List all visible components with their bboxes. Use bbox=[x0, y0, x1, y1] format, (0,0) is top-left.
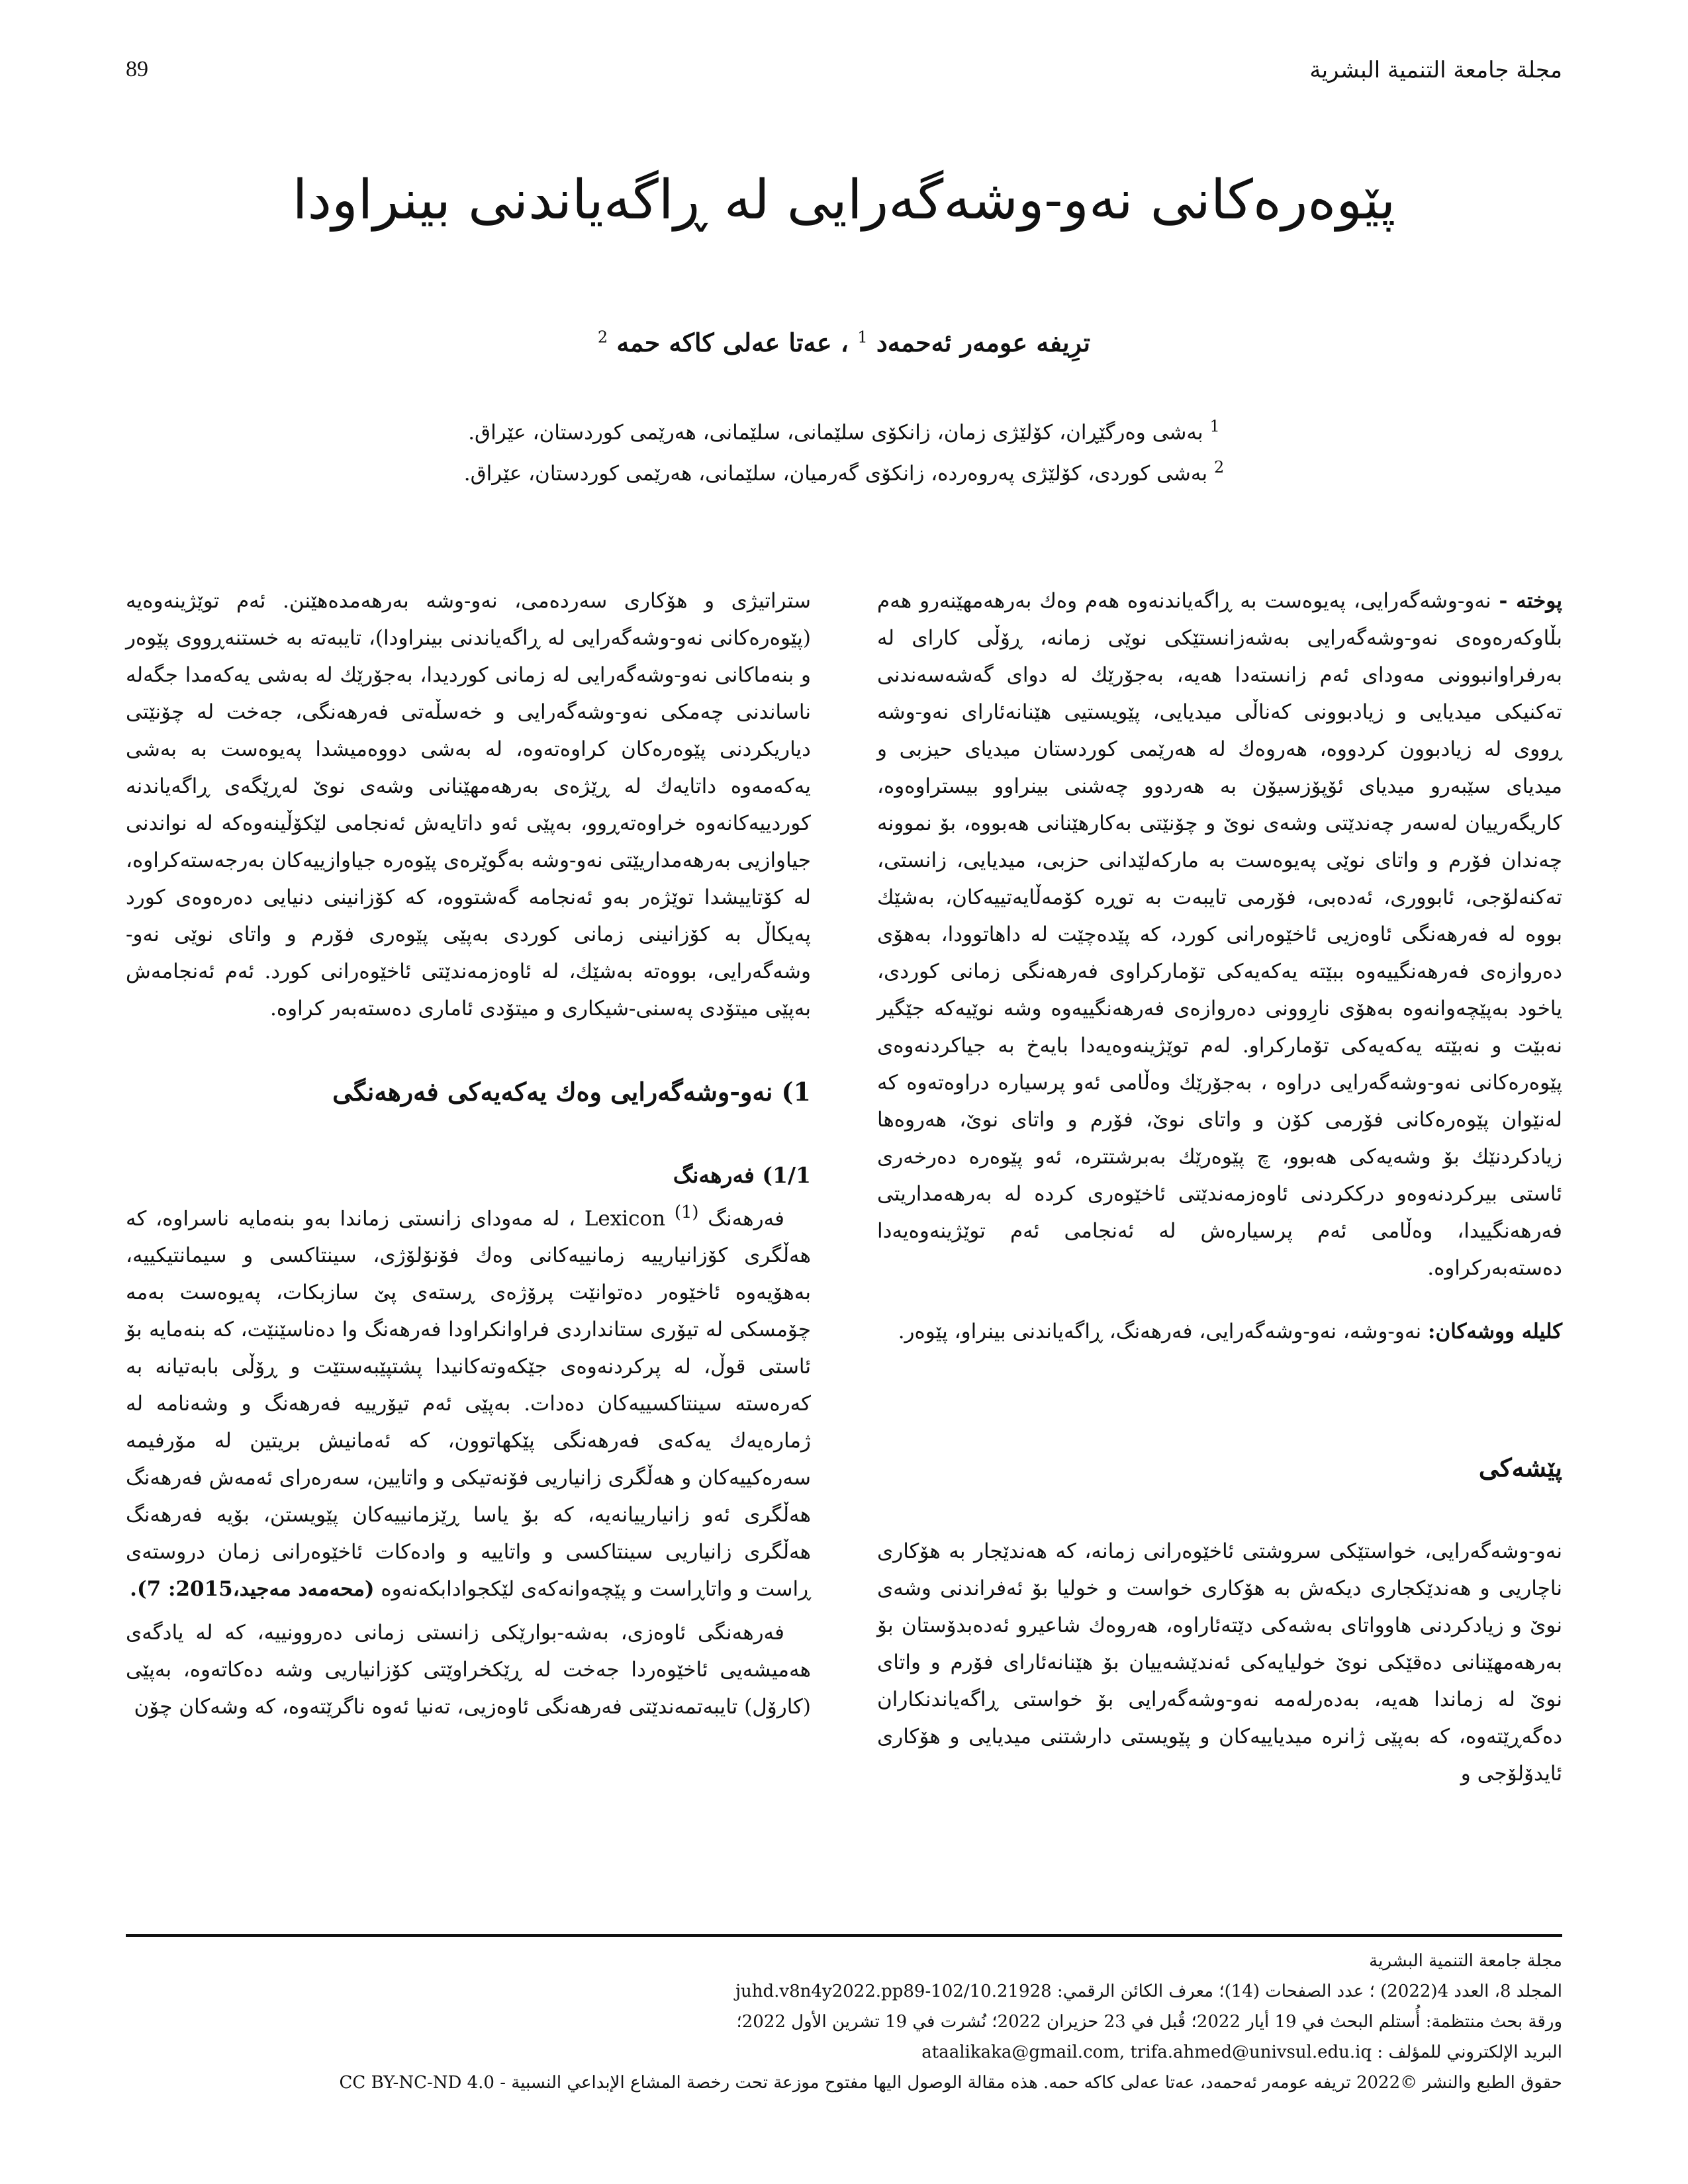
journal-name: مجلة جامعة التنمية البشرية bbox=[1309, 57, 1562, 83]
abstract-label: پوختە - bbox=[1499, 589, 1562, 613]
intro-heading: پێشەکی bbox=[1478, 1453, 1562, 1482]
affiliation-1-sup: 1 bbox=[1209, 417, 1220, 435]
citation: (محەمەد مەجید،2015: 7). bbox=[130, 1577, 375, 1602]
footnote-marker: (1) bbox=[674, 1203, 699, 1222]
lexicon-body: ، لە مەودای زانستی زماندا بەو بنەمایە ناسراوە، کە هەڵگری کۆزانیارییە زمانییەکانی وەك فۆنۆلۆژی، سینتاکسی و سیمانتیکییە، بەهۆیەوە ئاخێوەر دەتوانێت پرۆژەی ڕستەی پێ سازبکات، پەیوەست بەمە چۆمسکی لە تیۆری ستانداردی فراوانکراودا فەرهەنگ وا دەناسێنێت، کە بنەمایە بۆ ئاستی قوڵ، لە پرکردنەوەی جێکەوتەکانیدا پشتپێبەستێت و ڕۆڵی بابەتیانە بە کەرەستە سینتاکسییەکان دەدات. بەپێی ئەم تیۆرییە فەرهەنگ و وشەنامە لە ژمارەیەك یەکەی فەرهەنگی پێکهاتوون، کە ئەمانیش بریتین لە مۆرفیمە سەرەکییەکان و هەڵگری زانیاریی فۆنەتیکی و واتایین، سەرەرای ئەمەش فەرهەنگ هەڵگری ئەو زانیارییانەیە، کە بۆ یاسا ڕێزمانییەکان پێویستن، بۆیە فەرهەنگ هەڵگری زانیاریی سینتاکسی و واتاییە و وادەکات ئاخێوەرانی زمان دروستەی ڕاست و واتاڕاست و پێچەوانەکەی لێکجوادابکەنەوە bbox=[126, 1206, 811, 1602]
footer-license: حقوق الطبع والنشر ©2022 تريفە عومەر ئەحمەد، عەتا عەلی کاکە حمە. هذه مقالة الوصول اليها مفتوح موزعة تحت رخصة المشاع الإبداعي النسبية - CC BY-NC-ND 4.0 bbox=[339, 2073, 1562, 2093]
page-number: 89 bbox=[126, 57, 148, 81]
lexicon-paragraph bbox=[126, 1194, 811, 1608]
affiliation-1-text: بەشی وەرگێڕان، کۆلێژی زمان، زانکۆی سلێمانی، سلێمانی، هەرێمی کوردستان، عێراق. bbox=[468, 420, 1203, 445]
section-1-heading: 1) نەو-وشەگەرایی وەك یەکەیەکی فەرهەنگی bbox=[332, 1077, 811, 1107]
author-line bbox=[0, 328, 1688, 357]
lexicon-latin: Lexicon bbox=[584, 1206, 666, 1231]
mental-lexicon-paragraph: فەرهەنگی ئاوەزی، بەشە-بوارێکی زانستی زمانی دەروونییە، کە لە یادگەی هەمیشەیی ئاخێوەردا جەخت لە ڕێکخراوێتی کۆزانیاریی وشە دەکاتەوە، بەپێی (کارۆل) تایبەتمەندێتی فەرهەنگی ئاوەزیی، تەنیا ئەوە ناگرێتەوە، کە وشەکان چۆن bbox=[126, 1621, 811, 1719]
article-title: پێوەرەکانی نەو-وشەگەرایی لە ڕاگەیاندنی بینراودا bbox=[292, 169, 1396, 232]
keywords-text: نەو-وشە، نەو-وشەگەرایی، فەرهەنگ، ڕاگەیاندنی بینراو، پێوەر. bbox=[898, 1320, 1422, 1343]
lexicon-term: فەرهەنگ bbox=[698, 1206, 785, 1231]
author-2-sup: 2 bbox=[597, 328, 608, 347]
left-column bbox=[126, 582, 811, 1725]
affiliation-2-text: بەشی کوردی، کۆلێژی پەروەردە، زانکۆی گەرمیان، سلێمانی، هەرێمی کوردستان، عێراق. bbox=[463, 461, 1208, 486]
author-2: ، عەتا عەلی کاکە حمە bbox=[616, 328, 849, 357]
keywords bbox=[877, 1313, 1562, 1350]
affiliation-2 bbox=[0, 458, 1688, 485]
author-1: ترِیفە عومەر ئەحمەد bbox=[876, 328, 1091, 357]
affiliation-1 bbox=[0, 417, 1688, 444]
keywords-label: کلیلە ووشەکان: bbox=[1428, 1320, 1562, 1343]
footer-emails bbox=[126, 2042, 1562, 2062]
affiliation-2-sup: 2 bbox=[1214, 458, 1225, 477]
footer-email-addresses[interactable]: ataalikaka@gmail.com, trifa.ahmed@univsul.edu.iq bbox=[921, 2042, 1372, 2062]
footer-volume: المجلد 8، العدد 4(2022) ؛ عدد الصفحات (14)؛ معرف الكائن الرقمي: 10.21928/juhd.v8n4y2022.pp89-102 bbox=[735, 1981, 1562, 2001]
intro-text: نەو-وشەگەرایی، خواستێکی سروشتی ئاخێوەرانی زمانە، کە هەندێجار بە هۆکاری ناچاریی و هەندێکجاری دیکەش بە هۆکاری خواست و خولیا بۆ ئەفراندنی وشەی نوێ و زیادکردنی هاوواتای بەشەکی دێتەئاراوە، هەروەك شاعیرو ئەدەبدۆستان بۆ بەرهەمهێنانی دەقێکی نوێ خولیایەکی ئەندێشەییان بۆ هێنانەئارای فۆرم و واتای نوێ لە زماندا هەیە، بەدەرلەمە نەو-وشەگەرایی بۆ خواستی ڕاگەیاندنکاران دەگەڕێتەوە، کە بەپێی ژانرە میدیاییەکان و پێویستی دارشتنی میدیایی و هۆکاری ئایدۆلۆجی و bbox=[877, 1539, 1562, 1786]
footer-dates: ورقة بحث منتظمة: أُستلم البحث في 19 أيار 2022؛ قُبل في 23 حزيران 2022؛ نُشرت في 19 تشرين الأول 2022؛ bbox=[736, 2012, 1562, 2032]
section-1-1-heading: 1/1) فەرهەنگ bbox=[673, 1162, 811, 1188]
author-1-sup: 1 bbox=[857, 328, 868, 347]
footer-email-label: البريد الإلكتروني للمؤلف : bbox=[1377, 2042, 1562, 2062]
abstract-text: نەو-وشەگەرایی، پەیوەست بە ڕاگەیاندنەوە هەم وەك بەرهەمهێنەرو هەم بڵاوکەرەوەی نەو-وشەگەرایی بەشەزانستێکی نوێی زمانە، ڕۆڵی کارای لە بەرفراوانبوونی مەودای ئەم زانستەدا هەیە، بەجۆرێك لە دوای گەشەسەندنی تەکنیکی میدیایی و زیادبوونی کەناڵی میدیایی، پێویستیی هێنانەئارای نەو-وشە ڕووی لە زیادبوون کردووە، هەروەك لە هەرێمی کوردستان میدیای حیزبی و میدیای سێبەرو میدیای ئۆپۆزسیۆن بە هەردوو چەشنی بینراوو بیستراوەوە، کاریگەرییان لەسەر چەندێتی وشەی نوێ و چۆنێتی بەکارهێنانی هەبووە، بۆ نموونە چەندان فۆرم و واتای نوێی پەیوەست بە مارکەلێدانی حزبی، میدیایی، زانستی، تەکنەلۆجی، ئابووری، ئەدەبی، فۆرمی تایبەت بە توڕە کۆمەڵایەتییەکان، بەشێك بووە لە فەرهەنگی ئاوەزیی ئاخێوەرانی کورد، کە پێدەچێت لە داهاتوودا، بەهۆی دەروازەی فەرهەنگییەوە ببێتە یەکەیەکی تۆمارکراوی فەرهەنگی زمانی کوردی، یاخود بەپێچەوانەوە بەهۆی نارِوونی دەروازەی فەرهەنگییەوە وشە نوێیەکە جێگیر نەبێت و نەبێتە یەکەیەکی تۆمارکراو. لەم توێژینەوەیەدا بایەخ بە جیاکردنەوەی پێوەرەکانی نەو-وشەگەرایی دراوە ، بەجۆرێك وەڵامی ئەو پرسیارە دراوەتەوە کە لەنێوان پێوەرەکانی فۆرمی کۆن و واتای نوێ، فۆرم و واتای نوێ، هەروەها زیادکردنێك بۆ وشەیەکی هەبوو، چ پێوەرێك بەبرشتترە، ئەو پێوەرە دەرخەری ئاستی بیرکردنەوەو درککردنی ئاوەزمەندێتی ئاخێوەری کردە لە بەرهەمداریتی فەرهەنگییدا، وەڵامی ئەم پرسیارەش لە ئەنجامی ئەم توێژینەوەیەدا دەستەبەرکراوە. bbox=[877, 589, 1562, 1280]
footer-rule bbox=[126, 1934, 1562, 1937]
footer-journal: مجلة جامعة التنمية البشرية bbox=[1369, 1951, 1562, 1971]
abstract bbox=[877, 582, 1562, 1287]
intro-continued: ستراتیژی و هۆکاری سەردەمی، نەو-وشە بەرهەمدەهێنن. ئەم توێژینەوەیە (پێوەرەکانی نەو-وشەگەرایی لە ڕاگەیاندنی بینراودا)، تایبەتە بە خستنەڕووی پێوەر و بنەماکانی نەو-وشەگەرایی لە زمانی کوردیدا، بەجۆرێك لە بەشی یەکەمدا جگەلە ناساندنی چەمکی نەو-وشەگەرایی و خەسڵەتی فەرهەنگی، جەخت لە چۆنێتی دیاریکردنی پێوەرەکان کراوەتەوە، لە بەشی دووەمیشدا پەیوەست بە بەشی یەکەمەوە داتایەك لە ڕێژەی بەرهەمهێنانی وشەی نوێ لەڕێگەی ڕاگەیاندنە کوردییەکانەوە خراوەتەڕوو، بەپێی ئەو داتایەش ئەنجامی لێکۆڵینەوەکە لە نواندنی جیاوازیی بەرهەمداریێتی نەو-وشە بەگوێرەی پێوەرە جیاوازییەکان بەرجەستەکراوە، لە کۆتاییشدا توێژەر بەو ئەنجامە گەشتووە، کە کۆزانینی دنیایی دەرەوەی کورد پەیکاڵ بە کۆزانینی زمانی کوردی بەپێی پێوەری فۆرم و واتای نوێی نەو-وشەگەرایی، بووەتە بەشێك، لە ئاوەزمەندێتی ئاخێوەرانی کورد. ئەم ئەنجامەش بەپێی میتۆدی پەسنی-شیکاری و میتۆدی ئاماری دەستەبەر کراوە. bbox=[126, 589, 811, 1021]
right-column bbox=[877, 582, 1562, 1792]
